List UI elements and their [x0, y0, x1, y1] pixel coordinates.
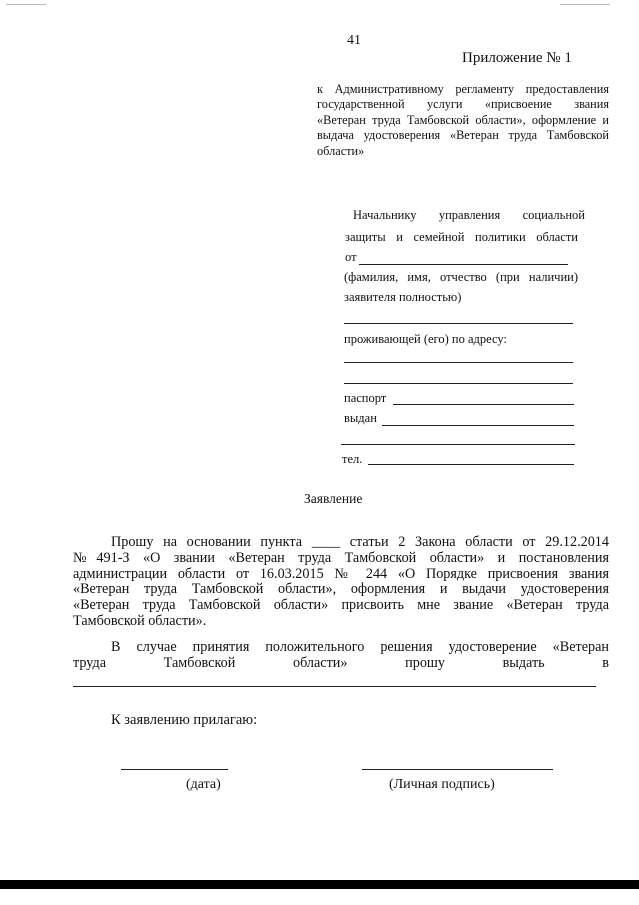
signature-caption: (Личная подпись): [389, 777, 495, 792]
issued-label: выдан: [344, 411, 377, 425]
page-number: 41: [347, 33, 361, 48]
passport-field[interactable]: [393, 404, 574, 405]
date-caption: (дата): [186, 777, 221, 792]
regulation-note-line: «Ветеран труда Тамбовской области», оформление и: [317, 112, 609, 127]
addressee-line-1: Начальнику управления социальной: [353, 208, 585, 222]
statement-line: «Ветеран труда Тамбовской области», оформления и выдачи удостоверения: [73, 581, 609, 598]
issued-field-continued[interactable]: [341, 444, 575, 445]
date-field[interactable]: [121, 769, 228, 770]
address-field-2[interactable]: [344, 383, 573, 384]
statement-line: труда Тамбовской области» прошу выдать в: [73, 654, 609, 671]
scan-speck: [560, 4, 610, 5]
regulation-note-line: выдача удостоверения «Ветеран труда Тамбовской: [317, 128, 609, 143]
addressee-line-2: защиты и семейной политики области: [345, 230, 578, 244]
from-label: от: [345, 250, 357, 264]
scan-speck: [6, 4, 46, 5]
address-field-1[interactable]: [344, 362, 573, 363]
phone-field[interactable]: [368, 464, 574, 465]
appendix-title: Приложение № 1: [462, 50, 572, 66]
statement-line: Тамбовской области».: [73, 612, 207, 629]
regulation-note-line: к Административному регламенту предоставления: [317, 82, 609, 96]
name-hint: (фамилия, имя, отчество (при наличии): [344, 270, 578, 284]
scan-bottom-border: [0, 880, 639, 889]
phone-label: тел.: [342, 452, 363, 466]
regulation-note-line: области»: [317, 143, 365, 158]
regulation-note-line: государственной услуги «присвоение звания: [317, 97, 609, 112]
regulation-note: [317, 82, 609, 159]
passport-label: паспорт: [344, 391, 387, 405]
signature-field[interactable]: [362, 769, 553, 770]
from-name-field[interactable]: [359, 264, 568, 265]
statement-line: №491-З «О звании «Ветеран труда Тамбовской области» и постановления: [73, 549, 609, 566]
statement-line: администрации области от 16.03.2015 № 244 «О Порядке присвоения звания: [73, 565, 609, 582]
statement-line: «Ветеран труда Тамбовской области» присвоить мне звание «Ветеран труда: [73, 597, 609, 614]
statement-line: Прошу на основании пункта ____ статьи 2 Закона области от 29.12.2014: [111, 534, 609, 550]
statement-paragraph-2: [73, 640, 609, 672]
name-hint-2: заявителя полностью): [344, 290, 462, 304]
attachments-label: К заявлению прилагаю:: [111, 712, 258, 728]
issued-field[interactable]: [382, 425, 574, 426]
name-field-continued[interactable]: [344, 323, 573, 324]
delivery-place-field[interactable]: [73, 686, 596, 687]
statement-title: Заявление: [304, 491, 363, 506]
statement-line: В случае принятия положительного решения удостоверение «Ветеран: [111, 639, 609, 655]
residence-label: проживающей (его) по адресу:: [344, 332, 507, 346]
statement-paragraph-1: [73, 535, 609, 630]
